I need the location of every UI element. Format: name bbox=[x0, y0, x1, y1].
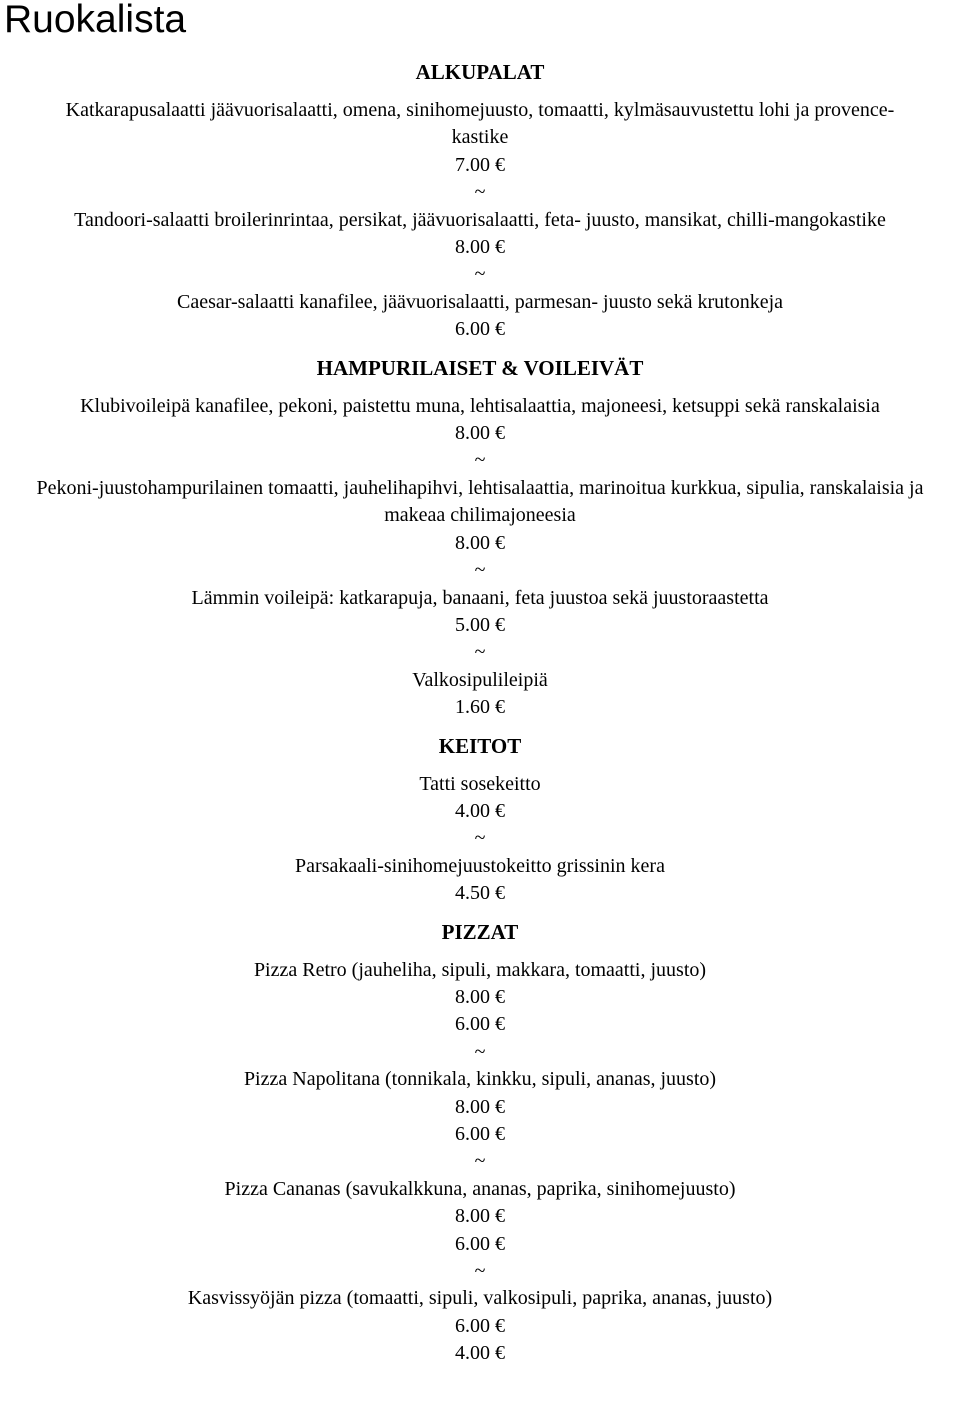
menu-item bbox=[0, 207, 960, 262]
item-description: Kasvissyöjän pizza (tomaatti, sipuli, valkosipuli, paprika, ananas, juusto) bbox=[187, 1287, 773, 1310]
item-description: Caesar-salaatti kanafilee, jäävuorisalaatti, parmesan- juusto sekä krutonkeja bbox=[176, 290, 783, 313]
menu-item bbox=[0, 289, 960, 344]
menu-item bbox=[0, 771, 960, 826]
section-heading: HAMPURILAISET & VOILEIVÄT bbox=[316, 355, 644, 380]
item-price: 8.00 € bbox=[455, 236, 505, 259]
menu-item bbox=[0, 1066, 960, 1148]
item-description: Parsakaali-sinihomejuustokeitto grissinin kera bbox=[295, 854, 665, 877]
item-price: 8.00 € bbox=[455, 985, 505, 1008]
menu-item bbox=[0, 1285, 960, 1367]
item-price: 6.00 € bbox=[455, 1013, 505, 1036]
item-price: 1.60 € bbox=[455, 696, 505, 719]
item-description: Pizza Retro (jauheliha, sipuli, makkara, tomaatti, juusto) bbox=[253, 958, 707, 981]
item-price: 4.00 € bbox=[455, 799, 505, 822]
item-description: Valkosipulileipiä bbox=[412, 668, 548, 691]
item-price: 6.00 € bbox=[455, 318, 505, 341]
item-separator: ~ bbox=[474, 449, 486, 472]
item-separator: ~ bbox=[474, 641, 486, 664]
menu-section bbox=[0, 732, 960, 908]
menu-item bbox=[0, 97, 960, 179]
menu-item bbox=[0, 475, 960, 557]
menu-item bbox=[0, 957, 960, 1039]
section-heading: ALKUPALAT bbox=[415, 60, 545, 84]
item-price: 8.00 € bbox=[455, 531, 505, 554]
item-price: 4.00 € bbox=[455, 1342, 505, 1365]
menu-item bbox=[0, 853, 960, 908]
item-description: Pizza Cananas (savukalkkuna, ananas, paprika, sinihomejuusto) bbox=[224, 1177, 736, 1200]
item-separator: ~ bbox=[474, 181, 486, 204]
item-separator: ~ bbox=[474, 1040, 486, 1063]
section-heading: KEITOT bbox=[438, 733, 522, 758]
item-description: Tatti sosekeitto bbox=[419, 772, 541, 795]
section-heading: PIZZAT bbox=[441, 919, 519, 944]
menu-item bbox=[0, 393, 960, 448]
item-price: 8.00 € bbox=[455, 1205, 505, 1228]
item-description: Pizza Napolitana (tonnikala, kinkku, sipuli, ananas, juusto) bbox=[243, 1068, 717, 1091]
menu-section bbox=[0, 58, 960, 344]
menu-section bbox=[0, 354, 960, 722]
page-title: Ruokalista bbox=[4, 0, 187, 41]
item-description: Klubivoileipä kanafilee, pekoni, paistettu muna, lehtisalaattia, majoneesi, ketsuppi sekä ranskalaisia bbox=[80, 394, 880, 417]
item-separator: ~ bbox=[474, 1150, 486, 1173]
item-description: Katkarapusalaatti jäävuorisalaatti, omena, sinihomejuusto, tomaatti, kylmäsauvustettu lohi ja provence- kastike bbox=[65, 99, 895, 149]
menu-section bbox=[0, 918, 960, 1368]
menu bbox=[0, 58, 960, 1368]
item-price: 6.00 € bbox=[455, 1314, 505, 1337]
item-price: 8.00 € bbox=[455, 422, 505, 445]
item-description: Tandoori-salaatti broilerinrintaa, persikat, jäävuorisalaatti, feta- juusto, mansikat, chilli-mangokastike bbox=[74, 208, 886, 231]
item-separator: ~ bbox=[474, 827, 486, 850]
menu-item bbox=[0, 1176, 960, 1258]
menu-item bbox=[0, 667, 960, 722]
item-description: Pekoni-juustohampurilainen tomaatti, jauhelihapihvi, lehtisalaattia, marinoitua kurkkua, sipulia, ranskalaisia ja makeaa chilimajoneesia bbox=[36, 476, 924, 527]
item-separator: ~ bbox=[474, 559, 486, 582]
item-description: Lämmin voileipä: katkarapuja, banaani, feta juustoa sekä juustoraastetta bbox=[191, 586, 769, 609]
item-price: 4.50 € bbox=[455, 882, 505, 905]
item-price: 5.00 € bbox=[455, 613, 505, 636]
item-price: 7.00 € bbox=[455, 153, 505, 176]
item-separator: ~ bbox=[474, 263, 486, 286]
item-price: 8.00 € bbox=[455, 1095, 505, 1118]
menu-item bbox=[0, 585, 960, 640]
item-price: 6.00 € bbox=[455, 1123, 505, 1145]
item-price: 6.00 € bbox=[455, 1232, 505, 1255]
item-separator: ~ bbox=[474, 1260, 486, 1283]
